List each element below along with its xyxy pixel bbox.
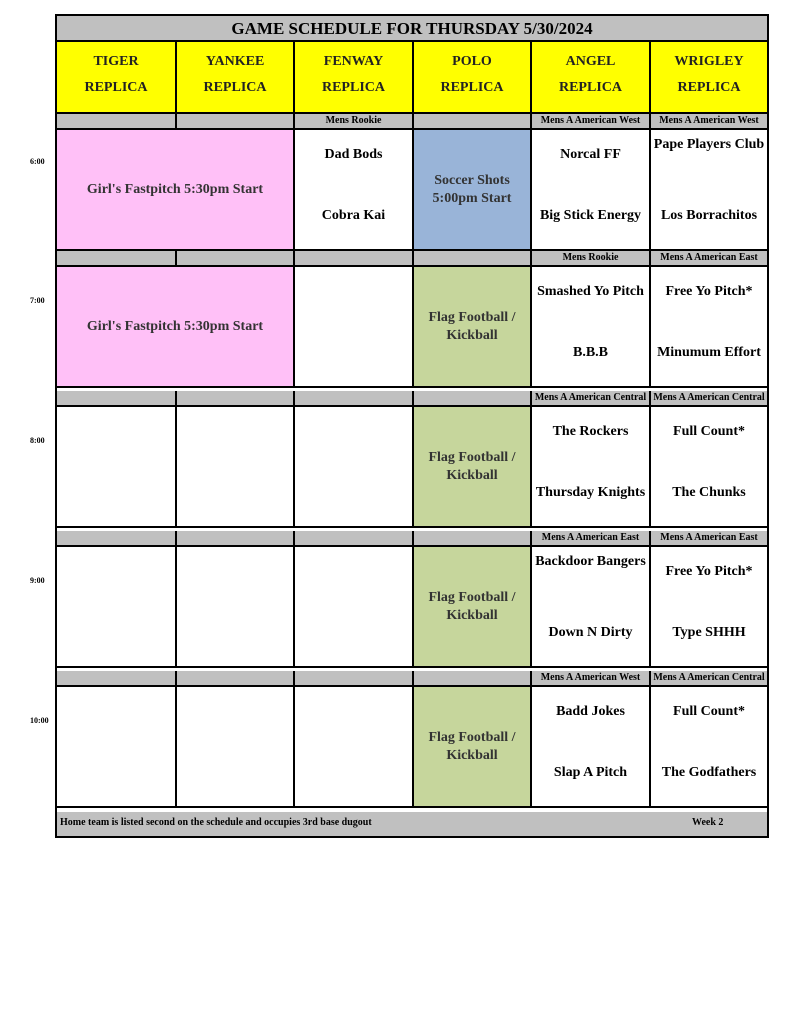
field-header-tiger <box>57 42 177 114</box>
time-label-6: 6:00 <box>30 157 45 166</box>
field-name: YANKEE <box>205 54 265 69</box>
schedule-sheet <box>55 14 769 838</box>
division-label <box>414 671 532 687</box>
away-team: Smashed Yo Pitch <box>537 284 644 299</box>
division-label: Mens A American West <box>532 114 651 130</box>
game-cell <box>651 407 767 528</box>
field-sub: REPLICA <box>677 80 741 95</box>
away-team: Free Yo Pitch* <box>665 564 753 579</box>
field-sub: REPLICA <box>84 80 148 95</box>
field-name: POLO <box>452 54 492 69</box>
division-label: Mens A American Central <box>651 391 767 407</box>
event-block <box>57 267 295 388</box>
event-block <box>414 547 532 668</box>
event-block <box>414 267 532 388</box>
home-team-note: Home team is listed second on the schedule and occupies 3rd base dugout <box>60 817 372 828</box>
field-sub: REPLICA <box>558 80 622 95</box>
away-team: Badd Jokes <box>556 704 625 719</box>
home-team: Los Borrachitos <box>660 208 758 223</box>
away-team: The Rockers <box>552 424 629 439</box>
empty-cell <box>57 407 177 528</box>
division-label <box>295 531 414 547</box>
event-text: Girl's Fastpitch 5:30pm Start <box>86 318 264 334</box>
division-label: Mens A American West <box>532 671 651 687</box>
away-team: Dad Bods <box>324 147 383 162</box>
division-label <box>414 531 532 547</box>
empty-cell <box>295 267 414 388</box>
division-label <box>295 671 414 687</box>
division-label: Mens A American East <box>532 531 651 547</box>
division-label <box>414 391 532 407</box>
game-cell <box>651 687 767 808</box>
schedule-footer <box>57 812 767 836</box>
event-block <box>414 687 532 808</box>
home-team: Minumum Effort <box>657 345 761 360</box>
field-sub: REPLICA <box>440 80 504 95</box>
event-text: Flag Football / Kickball <box>428 729 516 763</box>
home-team: Slap A Pitch <box>553 765 628 780</box>
week-label: Week 2 <box>692 817 724 828</box>
schedule-title: GAME SCHEDULE FOR THURSDAY 5/30/2024 <box>57 16 767 42</box>
away-team: Free Yo Pitch* <box>665 284 753 299</box>
field-sub: REPLICA <box>321 80 385 95</box>
event-block <box>57 130 295 251</box>
away-team: Full Count* <box>673 704 745 719</box>
time-label-8: 8:00 <box>30 436 45 445</box>
division-label: Mens Rookie <box>295 114 414 130</box>
game-cell <box>532 267 651 388</box>
division-label <box>295 251 414 267</box>
home-team: The Godfathers <box>661 765 757 780</box>
empty-cell <box>295 407 414 528</box>
division-label <box>177 391 295 407</box>
game-cell <box>651 267 767 388</box>
home-team: Type SHHH <box>672 625 746 640</box>
event-block <box>414 407 532 528</box>
home-team: The Chunks <box>672 485 746 500</box>
field-header-polo <box>414 42 532 114</box>
field-header-yankee <box>177 42 295 114</box>
division-label <box>414 251 532 267</box>
division-label: Mens A American Central <box>651 671 767 687</box>
time-label-7: 7:00 <box>30 296 45 305</box>
game-cell <box>532 407 651 528</box>
event-text: Girl's Fastpitch 5:30pm Start <box>86 181 264 197</box>
game-cell <box>532 547 651 668</box>
field-name: TIGER <box>93 54 139 69</box>
field-header-angel <box>532 42 651 114</box>
game-cell <box>532 687 651 808</box>
division-label <box>295 391 414 407</box>
division-label: Mens A American East <box>651 531 767 547</box>
field-name: WRIGLEY <box>674 54 744 69</box>
time-label-10: 10:00 <box>30 716 49 725</box>
field-sub: REPLICA <box>203 80 267 95</box>
game-cell <box>651 547 767 668</box>
away-team: Norcal FF <box>560 147 621 162</box>
empty-cell <box>295 547 414 668</box>
event-text: Flag Football / Kickball <box>428 309 516 343</box>
home-team: Thursday Knights <box>535 485 646 500</box>
division-label <box>177 114 295 130</box>
home-team: Down N Dirty <box>548 625 633 640</box>
division-label <box>57 671 177 687</box>
empty-cell <box>295 687 414 808</box>
division-label: Mens A American West <box>651 114 767 130</box>
division-label <box>177 671 295 687</box>
field-name: FENWAY <box>323 54 384 69</box>
home-team: B.B.B <box>572 345 608 360</box>
away-team: Pape Players Club <box>653 137 765 152</box>
empty-cell <box>177 407 295 528</box>
division-label: Mens Rookie <box>532 251 651 267</box>
home-team: Cobra Kai <box>321 208 386 223</box>
division-label <box>414 114 532 130</box>
game-cell <box>295 130 414 251</box>
division-label <box>177 251 295 267</box>
away-team: Full Count* <box>673 424 745 439</box>
away-team: Backdoor Bangers <box>535 554 646 569</box>
division-label <box>57 531 177 547</box>
time-label-9: 9:00 <box>30 576 45 585</box>
home-team: Big Stick Energy <box>539 208 642 223</box>
event-text: Flag Football / Kickball <box>428 589 516 623</box>
division-label: Mens A American Central <box>532 391 651 407</box>
empty-cell <box>57 547 177 668</box>
event-text: Flag Football / Kickball <box>428 449 516 483</box>
division-label <box>177 531 295 547</box>
field-name: ANGEL <box>565 54 616 69</box>
field-header-wrigley <box>651 42 767 114</box>
empty-cell <box>177 687 295 808</box>
division-label <box>57 391 177 407</box>
empty-cell <box>177 547 295 668</box>
division-label: Mens A American East <box>651 251 767 267</box>
game-cell <box>651 130 767 251</box>
event-block <box>414 130 532 251</box>
division-label <box>57 251 177 267</box>
division-label <box>57 114 177 130</box>
event-text: Soccer Shots 5:00pm Start <box>432 172 512 206</box>
field-header-fenway <box>295 42 414 114</box>
game-cell <box>532 130 651 251</box>
empty-cell <box>57 687 177 808</box>
